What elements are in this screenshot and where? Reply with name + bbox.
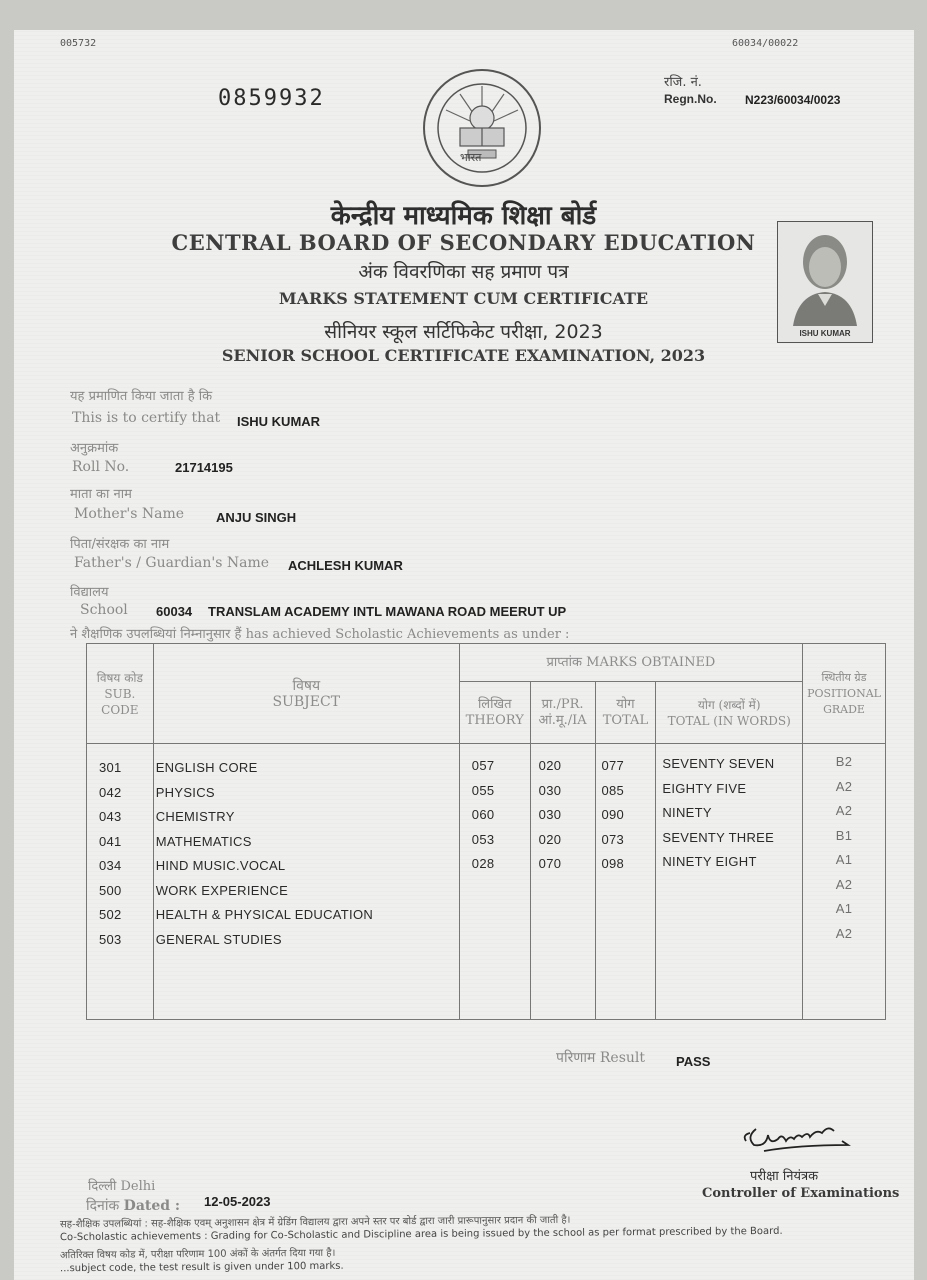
col-theory [459,744,530,1020]
statement-title-hindi: अंक विवरणिका सह प्रमाण पत्र [358,261,569,283]
table-row-theory: 060 [471,807,495,822]
table-row-subject: WORK EXPERIENCE [155,882,289,898]
table-row-grade: A2 [835,925,853,941]
table-row-subject: CHEMISTRY [155,809,235,824]
table-row-code: 041 [99,833,122,849]
photo-caption: ISHU KUMAR [799,329,851,338]
school-name: TRANSLAM ACADEMY INTL MAWANA ROAD MEERUT UP [208,604,567,619]
col-total-words [656,744,803,1020]
school-code: 60034 [156,604,193,619]
table-row-grade: A1 [835,852,853,867]
table-row-total: 073 [601,831,625,847]
table-row-theory: 057 [471,758,495,773]
table-row-theory: 055 [471,782,495,798]
table-row-grade: B1 [835,827,853,843]
mother-label: Mother's Name [74,506,185,522]
emblem-caption: भारत [460,151,482,164]
footnote-1: Co-Scholastic achievements : Grading for Co-Scholastic and Discipline area is being issued by the school as per format prescribed by the Board. [59,1225,783,1244]
mother-label-hindi: माता का नाम [70,487,132,502]
result-label: परिणाम Result [556,1050,646,1066]
table-row-code: 043 [99,809,122,824]
table-row-subject: ENGLISH CORE [155,760,258,775]
table-row-total: 085 [601,782,625,798]
table-row-subject: GENERAL STUDIES [155,931,282,947]
table-row-theory: 028 [471,856,495,871]
controller-title-hindi: परीक्षा नियंत्रक [750,1169,819,1184]
table-row-grade: A2 [835,778,853,794]
table-row-grade: A2 [835,876,853,892]
controller-title: Controller of Examinations [702,1186,900,1201]
result-value: PASS [676,1054,711,1069]
regn-label-hindi: रजि. नं. [664,75,702,90]
col-total [595,744,656,1020]
date-label: दिनांक Dated : [86,1198,181,1214]
table-row-subject: PHYSICS [155,784,215,800]
exam-title-hindi: सीनियर स्कूल सर्टिफिकेट परीक्षा, 2023 [324,321,603,343]
achievement-intro-hindi: ने शैक्षणिक उपलब्धियां निम्नानुसार हैं [70,627,242,642]
table-row-grade: A2 [835,803,853,818]
col-practical [530,744,595,1020]
header-marks-obtained: प्राप्तांक MARKS OBTAINED [459,644,802,682]
table-row-practical: 030 [538,807,562,822]
table-row-total-words: NINETY EIGHT [662,854,757,869]
exam-title: SENIOR SCHOOL CERTIFICATE EXAMINATION, 2023 [221,346,706,365]
roll-label-hindi: अनुक्रमांक [70,441,119,456]
table-row-subject: HEALTH & PHYSICAL EDUCATION [155,907,374,922]
roll-number: 21714195 [175,460,233,475]
header-theory: लिखित THEORY [459,682,530,744]
mother-name: ANJU SINGH [216,510,297,525]
marks-table [86,643,886,1020]
achievement-intro [70,624,569,642]
student-name: ISHU KUMAR [237,414,321,429]
table-row-code: 301 [99,760,122,775]
table-row-code: 034 [99,858,122,873]
achievement-intro-english: has achieved Scholastic Achievements as under : [245,627,570,642]
table-row-total: 098 [601,856,625,871]
roll-label: Roll No. [72,459,130,475]
table-row-total: 077 [601,758,625,773]
table-row-total-words: EIGHTY FIVE [662,780,747,796]
table-row-code: 042 [99,784,122,800]
table-row-practical: 020 [538,758,562,773]
table-row-grade: B2 [835,754,853,769]
place-label: दिल्ली Delhi [88,1179,156,1194]
certificate-number: 0859932 [218,86,325,111]
certify-label: This is to certify that [72,410,221,426]
footnote-2-hindi: अतिरिक्त विषय कोड में, परीक्षा परिणाम 100 अंकों के अंतर्गत दिया गया है। [59,1247,336,1262]
certify-label-hindi: यह प्रमाणित किया जाता है कि [70,389,213,404]
father-label: Father's / Guardian's Name [74,555,270,571]
regn-number: N223/60034/0023 [745,93,841,107]
serial-code-right: 60034/00022 [732,38,799,49]
table-row-practical: 070 [538,856,562,871]
statement-title: MARKS STATEMENT CUM CERTIFICATE [278,289,649,308]
student-photo-icon [778,222,872,326]
table-row-total-words: SEVENTY SEVEN [662,756,775,771]
header-positional-grade: स्थितीय ग्रेड POSITIONAL GRADE [803,644,886,744]
father-name: ACHLESH KUMAR [288,558,403,573]
regn-label: Regn.No. [664,92,717,106]
school-label-hindi: विद्यालय [70,585,109,600]
footnote-1-hindi: सह-शैक्षिक उपलब्धियां : सह-शैक्षिक एवम् अनुशासन क्षेत्र में ग्रेडिंग विद्यालय द्वारा अपने स्तर पर बोर्ड द्वारा जारी प्रारूपानुसार प्रदान की जाती है। [59,1214,571,1231]
table-row-total: 090 [601,807,625,822]
father-label-hindi: पिता/संरक्षक का नाम [70,537,170,552]
col-subject [153,744,459,1020]
table-row-practical: 020 [538,831,562,847]
table-row-theory: 053 [471,831,495,847]
serial-code-left: 005732 [60,38,97,49]
table-row-code: 500 [99,882,122,898]
table-row-total-words: NINETY [662,805,712,820]
board-title-hindi: केन्द्रीय माध्यमिक शिक्षा बोर्ड [330,201,597,231]
student-photo [777,221,873,343]
school-label: School [80,602,128,618]
table-row-total-words: SEVENTY THREE [662,829,775,845]
table-row-subject: MATHEMATICS [155,833,252,849]
board-title: CENTRAL BOARD OF SECONDARY EDUCATION [171,230,756,255]
table-row-code: 503 [99,931,122,947]
table-row-code: 502 [99,907,122,922]
cbse-emblem-icon [420,66,544,192]
header-subject: विषय SUBJECT [153,644,459,744]
table-row-practical: 030 [538,782,562,798]
controller-signature-icon [738,1115,858,1160]
header-practical: प्रा./PR. आं.मू./IA [530,682,595,744]
header-sub-code: विषय कोड SUB. CODE [87,644,154,744]
col-grade [803,744,886,1020]
col-sub-code [87,744,154,1020]
table-row-grade: A1 [835,901,853,916]
table-row-subject: HIND MUSIC.VOCAL [155,858,286,873]
header-total-words: योग (शब्दों में) TOTAL (IN WORDS) [656,682,803,744]
footnote-2: ...subject code, the test result is given under 100 marks. [59,1260,344,1275]
date-value: 12-05-2023 [204,1194,271,1209]
header-total: योग TOTAL [595,682,656,744]
